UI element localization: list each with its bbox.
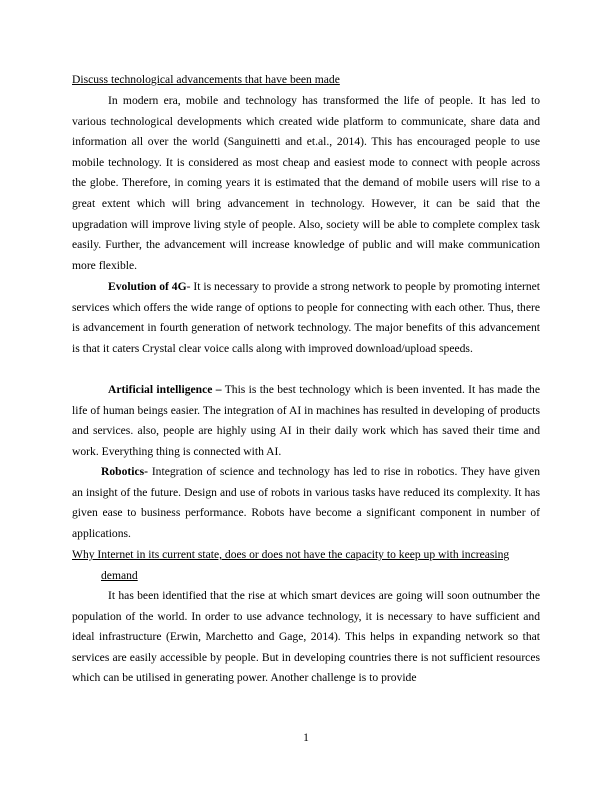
paragraph-ai-lead: Artificial intelligence – (108, 383, 222, 396)
paragraph-4g (72, 277, 540, 359)
page-number: 1 (303, 731, 309, 744)
section-heading-line2: demand (101, 568, 138, 582)
paragraph-ai (72, 380, 540, 462)
paragraph-4g-lead: Evolution of 4G (108, 280, 187, 293)
paragraph-robotics-lead: Robotics- (101, 465, 149, 478)
section-heading-internet-capacity (72, 545, 540, 586)
paragraph-4g-text: - It is necessary to provide a strong network to people by promoting internet services which offers the wide range of options to people for connecting with each other. Thus, there is advancement in fourth generation of network technology. The major benefits of this advancement is that it caters Crystal clear voice calls along with improved download/upload speeds. (72, 280, 541, 355)
paragraph-robotics (72, 462, 540, 544)
internet-capacity-paragraph: It has been identified that the rise at which smart devices are going will soon outnumber the population of the world. In order to use advance technology, it is necessary to have sufficient and ideal infrastructure (Erwin, Marchetto and Gage, 2014). This helps in expanding network so that services are easily accessible by people. But in developing countries there is not sufficient resources which can be utilised in generating power. Another challenge is to provide (72, 589, 540, 685)
paragraph-ai-text: This is the best technology which is been invented. It has made the life of human beings easier. The integration of AI in machines has resulted in developing of products and services. also, people are highly using AI in their daily work which has saved their time and work. Everything thing is connected with AI. (72, 383, 540, 458)
section-heading-advancements: Discuss technological advancements that have been made (72, 73, 340, 86)
paragraph-robotics-text: Integration of science and technology has led to rise in robotics. They have given an insight of the future. Design and use of robots in various tasks have reduced its complexity. It has given ease to business performance. Robots have become a significant component in number of applications. (72, 465, 540, 540)
section-heading-line1: Why Internet in its current state, does or does not have the capacity to keep up with increasing (72, 548, 510, 561)
intro-paragraph: In modern era, mobile and technology has transformed the life of people. It has led to various technological developments which created wide platform to communicate, share data and information all over the world (Sanguinetti and et.al., 2014). This has encouraged people to use mobile technology. It is considered as most cheap and easiest mode to connect with people across the globe. Therefore, in coming years it is estimated that the demand of mobile users will rise to a great extent which will bring advancement in technology. However, it can be said that the upgradation will improve living style of people. Also, society will be able to complete complex task easily. Further, the advancement will increase knowledge of public and will make communication more flexible. (72, 94, 540, 272)
